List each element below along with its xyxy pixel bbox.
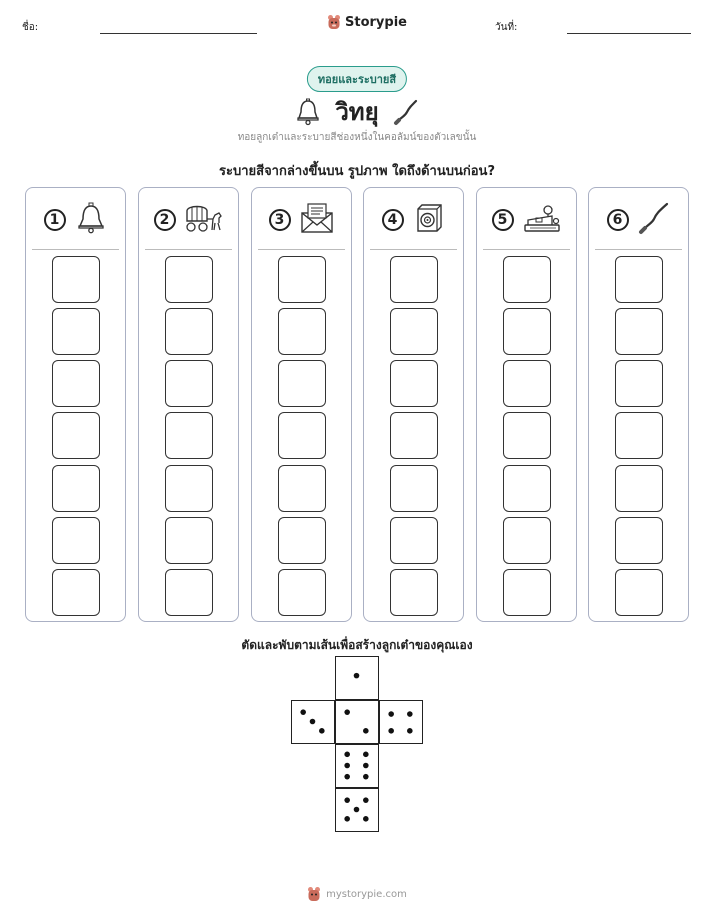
color-box[interactable] [165,412,213,459]
brand-logo [327,14,407,30]
storypie-mascot-icon [327,14,341,30]
speaker-box-icon [412,201,446,239]
footer [0,886,714,902]
color-box[interactable] [503,465,551,512]
color-box[interactable] [390,465,438,512]
color-box[interactable] [278,517,326,564]
color-box[interactable] [390,360,438,407]
column-header [364,202,463,238]
color-box[interactable] [278,465,326,512]
color-box[interactable] [165,569,213,616]
bell-icon [74,201,108,239]
dice-face-1 [335,656,379,700]
question: ระบายสีจากล่างขึ้นบน รูปภาพ ใดถึงด้านบนก่อน? [219,164,495,179]
color-box[interactable] [52,517,100,564]
color-box[interactable] [615,465,663,512]
color-box[interactable] [503,256,551,303]
dice-face-5 [335,788,379,832]
color-box[interactable] [615,412,663,459]
color-box[interactable] [615,569,663,616]
color-box[interactable] [165,360,213,407]
column-number: 1 [44,209,66,231]
dice-face-6 [335,744,379,788]
covered-wagon-icon [184,201,224,239]
color-box[interactable] [615,360,663,407]
name-line[interactable] [100,33,257,34]
column-header [139,202,238,238]
color-box[interactable] [52,569,100,616]
color-box[interactable] [52,465,100,512]
color-box[interactable] [278,308,326,355]
color-box[interactable] [278,569,326,616]
telegraph-key-icon [522,201,562,239]
footer-url[interactable]: mystorypie.com [326,888,407,900]
column-5 [476,187,577,622]
name-label: ชื่อ: [22,22,39,33]
color-box[interactable] [390,412,438,459]
column-number: 4 [382,209,404,231]
color-box[interactable] [503,412,551,459]
column-header [589,202,688,238]
color-box[interactable] [503,517,551,564]
radio-antenna-icon [393,98,419,126]
color-box[interactable] [503,360,551,407]
radio-antenna-icon [637,201,671,239]
dice-face-4 [379,700,423,744]
color-box[interactable] [503,569,551,616]
column-divider [32,249,119,250]
color-box[interactable] [165,308,213,355]
column-divider [595,249,682,250]
color-box[interactable] [390,517,438,564]
activity-badge: ทอยและระบายสี [307,66,407,92]
column-number: 2 [154,209,176,231]
storypie-mascot-icon [307,886,321,902]
color-box[interactable] [503,308,551,355]
color-box[interactable] [390,308,438,355]
dice-face-3 [291,700,335,744]
column-number: 3 [269,209,291,231]
color-box[interactable] [165,465,213,512]
color-box[interactable] [278,256,326,303]
column-number: 5 [492,209,514,231]
color-box[interactable] [165,517,213,564]
column-number: 6 [607,209,629,231]
bell-icon [295,98,321,126]
cut-instruction: ตัดและพับตามเส้นเพื่อสร้างลูกเต๋าของคุณเอง [241,638,473,652]
column-header [477,202,576,238]
column-divider [258,249,345,250]
title-row [0,92,714,131]
column-6 [588,187,689,622]
column-divider [483,249,570,250]
envelope-icon [299,201,335,239]
column-header [252,202,351,238]
column-header [26,202,125,238]
color-box[interactable] [390,569,438,616]
color-box[interactable] [52,360,100,407]
color-box[interactable] [52,412,100,459]
dice-face-2 [335,700,379,744]
page-title: วิทยุ [335,98,379,126]
date-line[interactable] [567,33,691,34]
brand-name: Storypie [345,14,407,30]
color-box[interactable] [278,412,326,459]
column-divider [370,249,457,250]
column-1 [25,187,126,622]
color-box[interactable] [52,308,100,355]
color-box[interactable] [278,360,326,407]
color-box[interactable] [390,256,438,303]
column-3 [251,187,352,622]
color-box[interactable] [615,517,663,564]
date-label: วันที่: [495,22,518,33]
column-2 [138,187,239,622]
color-box[interactable] [615,256,663,303]
color-box[interactable] [52,256,100,303]
color-box[interactable] [615,308,663,355]
instructions: ทอยลูกเต๋าและระบายสีช่องหนึ่งในคอลัมน์ของตัวเลขนั้น [237,132,477,143]
column-4 [363,187,464,622]
column-divider [145,249,232,250]
color-box[interactable] [165,256,213,303]
